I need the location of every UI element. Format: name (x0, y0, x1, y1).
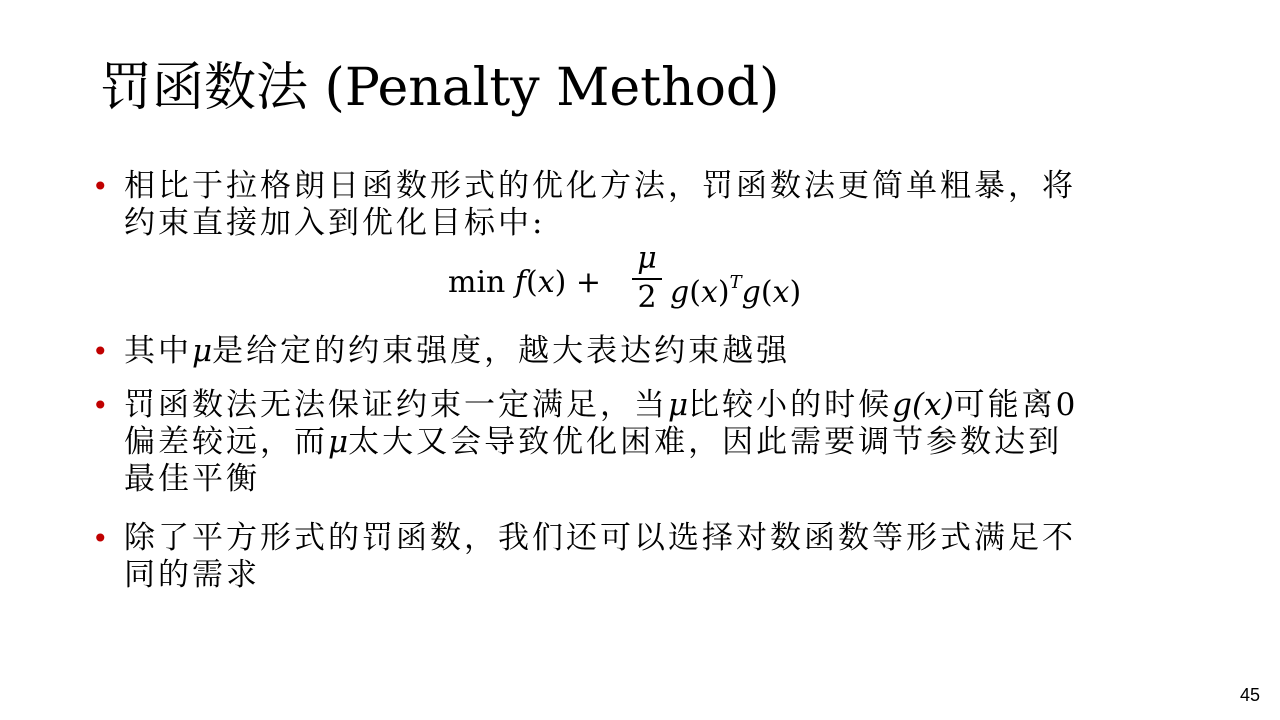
bullet-marker: • (92, 335, 109, 368)
bullet-text (124, 333, 1179, 370)
formula-prefix: min f(x) + (448, 265, 602, 300)
bullet-line (124, 387, 1179, 424)
transpose-superscript: T (729, 272, 742, 293)
bullet-text (124, 520, 1179, 594)
bullet-marker: • (92, 389, 109, 422)
text-segment: 罚函数法无法保证约束一定满足，当 (124, 387, 668, 423)
text-segment: 偏差较远，而 (124, 424, 328, 460)
gx-expression: g(x) (892, 387, 954, 423)
bullet-line: 相比于拉格朗日函数形式的优化方法，罚函数法更简单粗暴，将 (124, 168, 1076, 204)
bullet-line: 同的需求 (124, 557, 260, 593)
formula-suffix: $g(x)^Tg(x)$ (670, 272, 802, 310)
text-segment: 太大又会导致优化困难，因此需要调节参数达到 (348, 424, 1063, 460)
text-segment: 可能离0 (953, 387, 1079, 423)
text-segment: 是给定的约束强度，越大表达约束越强 (212, 333, 791, 369)
bullet-text (124, 387, 1179, 498)
bullet-text (124, 168, 1179, 242)
fraction-numerator: μ (637, 241, 657, 276)
bullet-line: 最佳平衡 (124, 461, 260, 497)
mu-symbol: μ (192, 333, 213, 369)
bullet-line: 除了平方形式的罚函数，我们还可以选择对数函数等形式满足不 (124, 520, 1076, 556)
text-segment: 其中 (124, 333, 192, 369)
mu-symbol: μ (668, 387, 689, 423)
bullet-item-4 (92, 520, 1182, 600)
mu-symbol: μ (328, 424, 349, 460)
bullet-item-1 (92, 168, 1182, 248)
bullet-marker: • (92, 170, 109, 203)
bullet-line: 约束直接加入到优化目标中: (124, 205, 546, 241)
page-number: 45 (1239, 685, 1260, 705)
bullet-item-3 (92, 387, 1182, 502)
slide-title: 罚函数法 (Penalty Method) (100, 58, 780, 118)
text-segment: 比较小的时候 (688, 387, 893, 423)
bullet-marker: • (92, 522, 109, 555)
bullet-line (124, 424, 1179, 461)
formula-fraction (632, 242, 662, 316)
bullet-item-2 (92, 333, 1182, 373)
fraction-denominator: 2 (637, 280, 657, 315)
